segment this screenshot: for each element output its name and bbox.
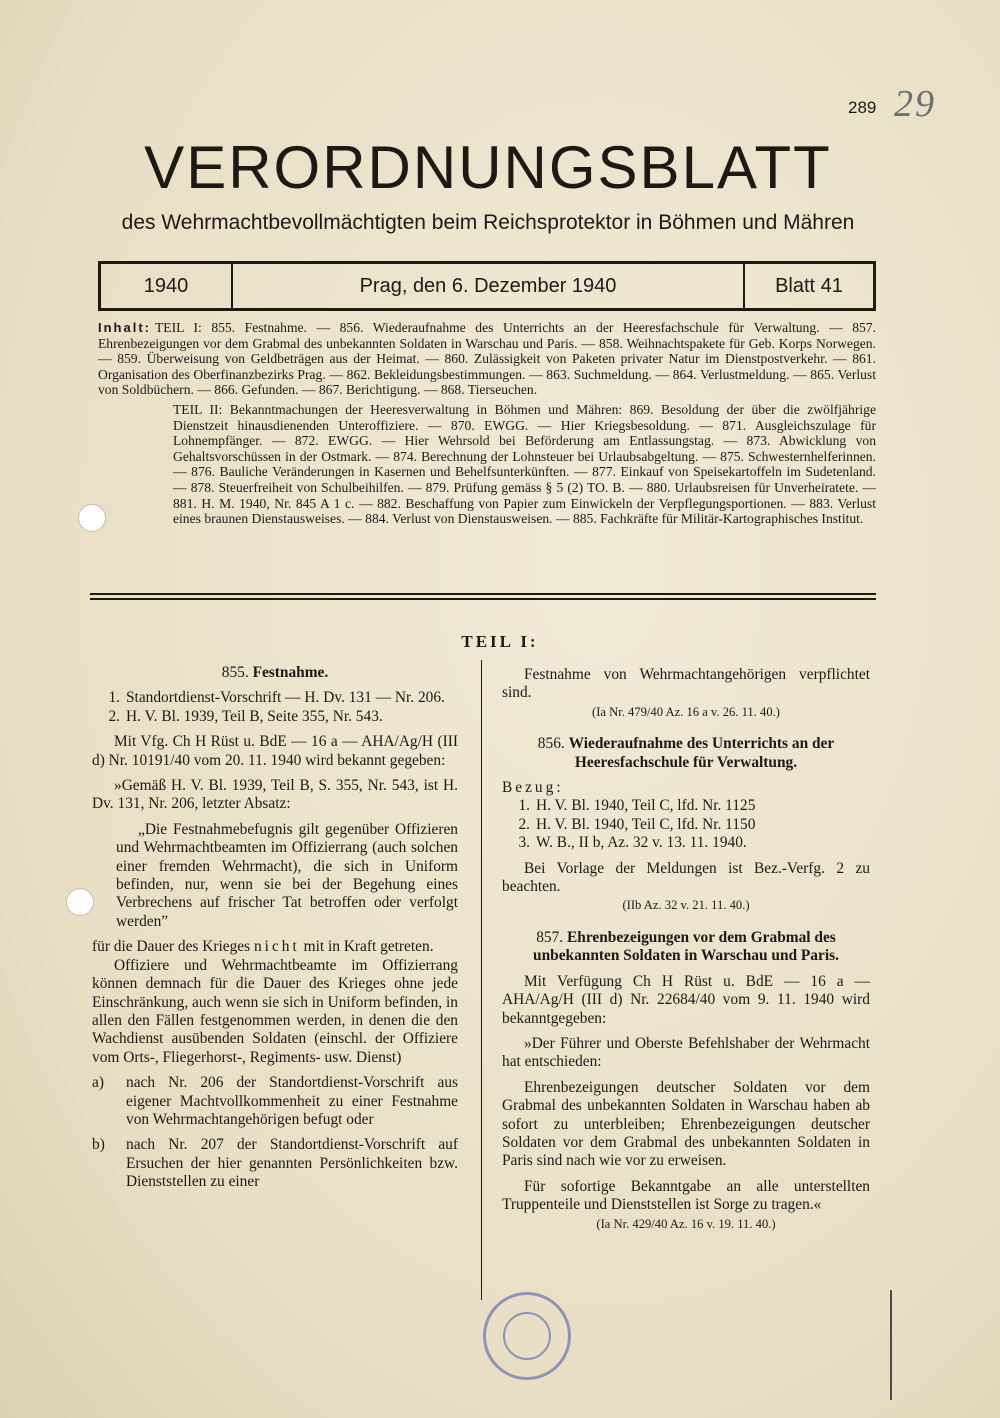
stamp-emblem	[503, 1312, 551, 1360]
paragraph-continuation: Festnahme von Wehrmachtangehörigen verpflichtet sind.	[502, 666, 870, 702]
article-856-heading: 856. Wiederaufnahme des Unterrichts an der Heeresfachschule für Verwaltung.	[537, 735, 835, 771]
list-item-b: b) nach Nr. 207 der Standortdienst-Vorschrift auf Ersuchen der hier genannten Persönlichkeiten bzw. Dienststellen zu einer	[92, 1136, 458, 1191]
reference-note: (IIb Az. 32 v. 21. 11. 40.)	[622, 898, 750, 913]
paragraph: Für sofortige Bekanntgabe an alle unterstellten Truppenteile und Dienststellen ist Sorge zu tragen.«	[502, 1177, 870, 1214]
table-of-contents	[98, 320, 876, 531]
paragraph: Offiziere und Wehrmachtbeamte im Offizierrang können demnach für die Dauer des Krieges ohne jede Einschränkung, auch wenn sie sich in Uniform befinden, in allen den Fällen festgenommen werden, in denen die den Wachdienst ausübenden Soldaten (einschl. der Offiziere vom Orts-, Fliegerhorst-, Regiments- usw. Dienst)	[92, 956, 458, 1066]
contents-teil-1: TEIL I: 855. Festnahme. — 856. Wiederaufnahme des Unterrichts an der Heeresfachschule für Verwaltung. — 857. Ehrenbezeigungen vor dem Grabmal des unbekannten Soldaten in Warschau und Paris. — 858. Weihnachtspakete für Geb. Korps Norwegen. — 859. Überweisung von Geldbeträgen aus der Heimat. — 860. Zulässigkeit von Paketen privater Natur im Dienstpostverkehr. — 861. Organisation des Oberfinanzbezirks Prag. — 862. Bekleidungsbestimmungen. — 863. Suchmeldung. — 864. Verlustmeldung. — 865. Verlust von Soldbüchern. — 866. Gefunden. — 867. Berichtigung. — 868. Tierseuchen.	[98, 320, 876, 398]
reference-item-2: 2. H. V. Bl. 1939, Teil B, Seite 355, Nr. 543.	[108, 707, 383, 725]
quoted-regulation: „Die Festnahmebefugnis gilt gegenüber Offizieren und Wehrmachtbeamten im Offizierrang (auch solchen einer fremden Wehrmacht), die sich in Uniform befinden, nur, wenn sie bei der Begehung eines Verbrechens auf frischer Tat betroffen oder verfolgt werden”	[116, 820, 458, 930]
reference-note: (Ia Nr. 429/40 Az. 16 v. 19. 11. 40.)	[596, 1216, 776, 1231]
contents-label: Inhalt:	[98, 320, 151, 335]
bezug-item-2: 2. H. V. Bl. 1940, Teil C, lfd. Nr. 1150	[518, 815, 756, 833]
margin-pencil-line	[890, 1290, 892, 1400]
official-stamp	[483, 1292, 571, 1380]
section-divider-rule-2	[90, 598, 876, 600]
bezug-item-3: 3. W. B., II b, Az. 32 v. 13. 11. 1940.	[518, 834, 747, 852]
paragraph: Bei Vorlage der Meldungen ist Bez.-Verfg. 2 zu beachten.	[502, 859, 870, 896]
paragraph: Ehrenbezeigungen deutscher Soldaten vor dem Grabmal des unbekannten Soldaten in Warschau haben ab sofort zu unterbleiben; Ehrenbezeigungen deutscher Soldaten vor dem Grabmal des unbekannten Soldaten in Paris sind nach wie vor zu erweisen.	[502, 1078, 870, 1170]
paragraph: »Gemäß H. V. Bl. 1939, Teil B, S. 355, Nr. 543, ist H. Dv. 131, Nr. 206, letzter Absatz:	[92, 777, 458, 813]
list-item-a: a) nach Nr. 206 der Standortdienst-Vorschrift aus eigener Machtvollkommenheit zu einer Festnahme von Wehrmachtangehörigen befugt oder	[92, 1074, 458, 1128]
masthead-title: VERORDNUNGSBLATT	[144, 134, 832, 201]
issue-sheet-number: Blatt 41	[775, 274, 843, 297]
masthead-subtitle: des Wehrmachtbevollmächtigten beim Reichsprotektor in Böhmen und Mähren	[121, 211, 855, 234]
left-column	[92, 664, 458, 1192]
bezug-item-1: 1. H. V. Bl. 1940, Teil C, lfd. Nr. 1125	[518, 797, 756, 815]
article-857-heading: 857. Ehrenbezeigungen vor dem Grabmal des unbekannten Soldaten in Warschau und Paris.	[533, 928, 839, 965]
paragraph: »Der Führer und Oberste Befehlshaber der Wehrmacht hat entschieden:	[502, 1034, 870, 1071]
paragraph: Mit Vfg. Ch H Rüst u. BdE — 16 a — AHA/Ag/H (III d) Nr. 10191/40 vom 20. 11. 1940 wird bekannt gegeben:	[92, 733, 458, 769]
issue-info-box	[98, 261, 876, 311]
paragraph: Mit Verfügung Ch H Rüst u. BdE — 16 a — AHA/Ag/H (III d) Nr. 22684/40 vom 9. 11. 1940 wird bekanntgegeben:	[502, 972, 870, 1027]
issue-place-date: Prag, den 6. Dezember 1940	[233, 264, 745, 308]
reference-note: (Ia Nr. 479/40 Az. 16 a v. 26. 11. 40.)	[592, 704, 780, 719]
issue-year: 1940	[101, 264, 233, 308]
punch-hole-bottom	[66, 888, 94, 916]
handwritten-page-number: 29	[894, 83, 936, 125]
reference-item-1: 1. Standortdienst-Vorschrift — H. Dv. 131 — Nr. 206.	[108, 689, 445, 707]
contents-teil-2: TEIL II: Bekanntmachungen der Heeresverwaltung in Böhmen und Mähren: 869. Besoldung der über die zwölfjährige Dienstzeit hinausdienenden Unteroffiziere. — 870. EWGG. — Hier Kriegsbesoldung. — 871. Ausgleichszulage für Lohnempfänger. — 872. EWGG. — Hier Wehrsold bei Beförderung am Entlassungstag. — 873. Abwicklung von Gehaltsvorschüssen in der Ostmark. — 874. Berechnung der Lohnsteuer bei Urlaubsabgeltung. — 875. Schwesternhelferinnen. — 876. Bauliche Veränderungen in Kasernen und Behelfsunterkünften. — 877. Einkauf von Speisekartoffeln im Sudetenland. — 878. Steuerfreiheit von Schulbeihilfen. — 879. Prüfung gemäss § 5 (2) TO. B. — 880. Urlaubsreisen für Unverheiratete. — 881. H. M. 1940, Nr. 845 A 1 c. — 882. Beschaffung von Papier zum Einwickeln der Verpflegungsportionen. — 883. Verlust eines braunen Dienstausweises. — 884. Verlust von Dienstausweisen. — 885. Fachkräfte für Militär-Kartographisches Institut.	[173, 401, 876, 527]
section-divider-rule	[90, 593, 876, 595]
page-number: 289	[848, 98, 877, 117]
column-divider	[481, 660, 482, 1300]
paragraph: für die Dauer des Krieges nicht mit in Kraft getreten.	[92, 938, 434, 956]
part-heading: TEIL I:	[461, 632, 539, 651]
article-855-heading: 855. Festnahme.	[221, 664, 329, 681]
bezug-label: Bezug:	[502, 779, 564, 797]
right-column	[502, 666, 870, 1233]
